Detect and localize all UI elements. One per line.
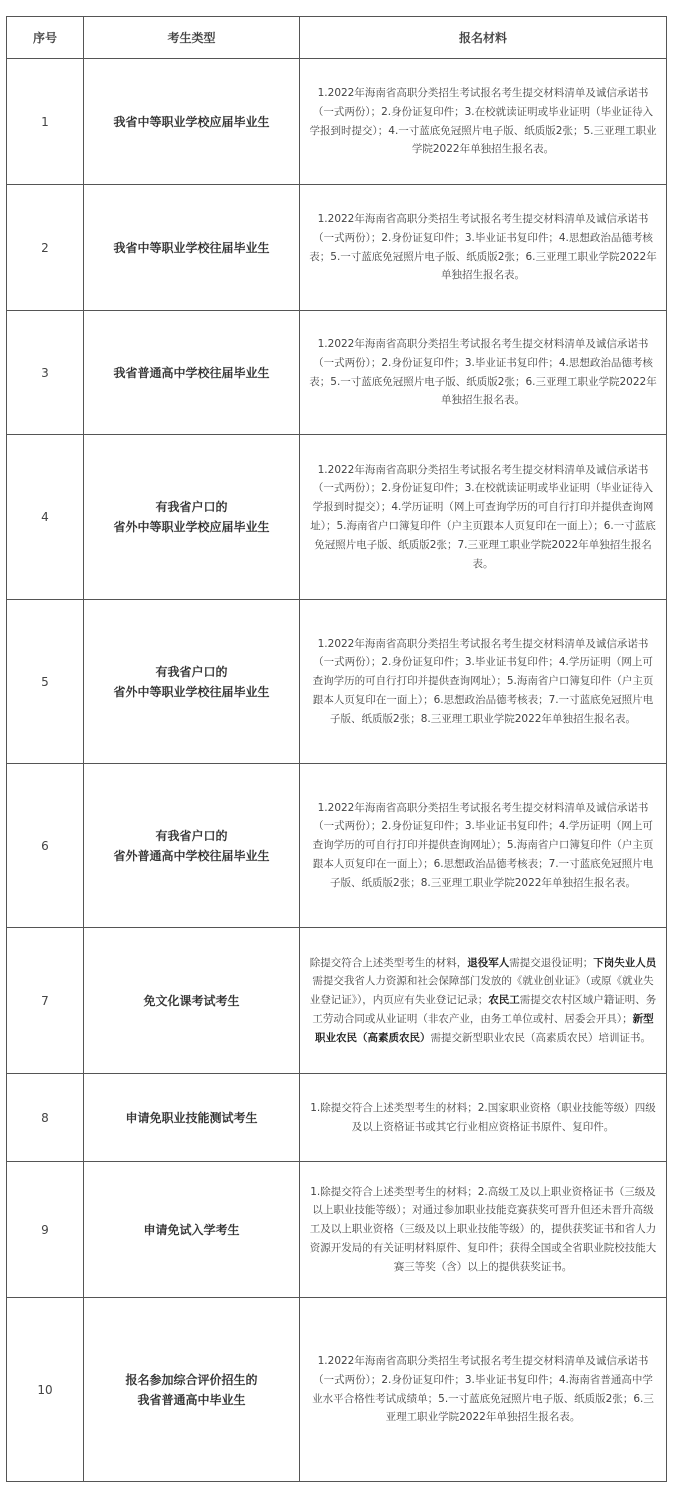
row-materials: 1.2022年海南省高职分类招生考试报名考生提交材料清单及诚信承诺书（一式两份）；2.身份证复印件；3.在校就读证明或毕业证明（毕业证待入学报到时提交）；4.学历证明（网上可查询学历的可自行打印并提供查询网址）；5.海南省户口簿复印件（户主页跟本人页复印在一面上）；6.一寸蓝底免冠照片电子版、纸质版2张；7.三亚理工职业学院2022年单独招生报名表。: [300, 435, 667, 600]
candidate-type-line: 我省普通高中学校往届毕业生: [113, 365, 270, 380]
row-materials: 1.除提交符合上述类型考生的材料；2.高级工及以上职业资格证书（三级及以上职业技能等级）；对通过参加职业技能竞赛获奖可晋升但还未晋升高级工及以上职业资格（三级及以上职业技能等级）的，提供获奖证书和省人力资源开发局的有关证明材料原件、复印件；获得全国或全省职业院校技能大赛三等奖（含）以上的提供获奖证书。: [300, 1162, 667, 1298]
candidate-type-line: 省外中等职业学校应届毕业生: [113, 520, 270, 534]
table-row: [7, 311, 667, 435]
materials-emphasis: 退役军人: [467, 956, 510, 969]
row-materials: 1.2022年海南省高职分类招生考试报名考生提交材料清单及诚信承诺书（一式两份）；2.身份证复印件；3.毕业证书复印件；4.思想政治品德考核表；5.一寸蓝底免冠照片电子版、纸质版2张；6.三亚理工职业学院2022年单独招生报名表。: [300, 311, 667, 435]
table-row: [7, 185, 667, 311]
row-materials: 1.2022年海南省高职分类招生考试报名考生提交材料清单及诚信承诺书（一式两份）；2.身份证复印件；3.毕业证书复印件；4.学历证明（网上可查询学历的可自行打印并提供查询网址）；5.海南省户口簿复印件（户主页跟本人页复印在一面上）；6.思想政治品德考核表；7.一寸蓝底免冠照片电子版、纸质版2张；8.三亚理工职业学院2022年单独招生报名表。: [300, 600, 667, 764]
row-materials: 1.2022年海南省高职分类招生考试报名考生提交材料清单及诚信承诺书（一式两份）；2.身份证复印件；3.毕业证书复印件；4.海南省普通高中学业水平合格性考试成绩单；5.一寸蓝底免冠照片电子版、纸质版2张；6.三亚理工职业学院2022年单独招生报名表。: [300, 1298, 667, 1482]
table-body: [7, 59, 667, 1482]
materials-emphasis: 农民工: [488, 994, 520, 1007]
candidate-type-line: 我省中等职业学校往届毕业生: [113, 240, 270, 255]
candidate-type-line: 免文化课考试考生: [143, 993, 240, 1008]
table-row: [7, 600, 667, 764]
materials-text: 需提交农村区域户籍证明、务工劳动合同或从业证明（非农产业，由务工单位或村、居委会开具）；: [312, 994, 657, 1025]
row-serial-number: 1: [7, 59, 84, 185]
row-serial-number: 2: [7, 185, 84, 311]
row-materials: 1.除提交符合上述类型考生的材料；2.国家职业资格（职业技能等级）四级及以上资格证书或其它行业相应资格证书原件、复印件。: [300, 1074, 667, 1162]
candidate-type-line: 省外普通高中学校往届毕业生: [113, 848, 270, 863]
row-candidate-type: [84, 59, 300, 185]
header-candidate-type: 考生类型: [84, 17, 300, 59]
materials-text: 需提交我省人力资源和社会保障部门发放的《就业创业证》（或原《就业失业登记证》），内页应有失业登记记录；: [309, 975, 654, 1007]
row-candidate-type: [84, 435, 300, 600]
materials-emphasis: 下岗失业人员: [593, 956, 657, 969]
materials-text: 需提交退役证明；: [509, 956, 594, 969]
table-row: [7, 1074, 667, 1162]
row-candidate-type: [84, 1074, 300, 1162]
row-candidate-type: [84, 311, 300, 435]
materials-text: 需提交新型职业农民（高素质农民）培训证书。: [430, 1031, 651, 1044]
row-materials: 1.2022年海南省高职分类招生考试报名考生提交材料清单及诚信承诺书（一式两份）；2.身份证复印件；3.毕业证书复印件；4.学历证明（网上可查询学历的可自行打印并提供查询网址）；5.海南省户口簿复印件（户主页跟本人页复印在一面上）；6.思想政治品德考核表；7.一寸蓝底免冠照片电子版、纸质版2张；8.三亚理工职业学院2022年单独招生报名表。: [300, 764, 667, 928]
header-serial-number: 序号: [7, 17, 84, 59]
candidate-type-line: 我省普通高中毕业生: [137, 1392, 246, 1407]
candidate-type-line: 有我省户口的: [155, 828, 228, 843]
materials-emphasis: 新型职业农民（高素质农民）: [315, 1012, 654, 1044]
row-materials: 1.2022年海南省高职分类招生考试报名考生提交材料清单及诚信承诺书（一式两份）；2.身份证复印件；3.毕业证书复印件；4.思想政治品德考核表；5.一寸蓝底免冠照片电子版、纸质版2张；6.三亚理工职业学院2022年单独招生报名表。: [300, 185, 667, 311]
row-materials: 1.2022年海南省高职分类招生考试报名考生提交材料清单及诚信承诺书（一式两份）；2.身份证复印件；3.在校就读证明或毕业证明（毕业证待入学报到时提交）；4.一寸蓝底免冠照片电子版、纸质版2张；5.三亚理工职业学院2022年单独招生报名表。: [300, 59, 667, 185]
row-serial-number: 8: [7, 1074, 84, 1162]
row-serial-number: 4: [7, 435, 84, 600]
row-serial-number: 9: [7, 1162, 84, 1298]
table-row: [7, 1298, 667, 1482]
table-row: [7, 928, 667, 1074]
candidate-type-line: 省外中等职业学校往届毕业生: [113, 684, 270, 699]
row-serial-number: 7: [7, 928, 84, 1074]
table-row: [7, 59, 667, 185]
row-serial-number: 3: [7, 311, 84, 435]
row-candidate-type: [84, 764, 300, 928]
candidate-type-line: 我省中等职业学校应届毕业生: [113, 114, 270, 129]
table-row: [7, 1162, 667, 1298]
candidate-type-line: 报名参加综合评价招生的: [125, 1372, 258, 1387]
row-candidate-type: [84, 185, 300, 311]
row-candidate-type: [84, 1162, 300, 1298]
candidate-type-line: 有我省户口的: [155, 500, 228, 514]
row-candidate-type: [84, 928, 300, 1074]
header-materials: 报名材料: [300, 17, 667, 59]
candidate-type-line: 申请免试入学考生: [143, 1222, 240, 1237]
candidate-type-line: 有我省户口的: [155, 664, 228, 679]
row-serial-number: 5: [7, 600, 84, 764]
table-header-row: [7, 17, 667, 59]
candidate-type-line: 申请免职业技能测试考生: [125, 1110, 258, 1125]
row-materials: [300, 928, 667, 1074]
row-candidate-type: [84, 600, 300, 764]
row-serial-number: 6: [7, 764, 84, 928]
registration-materials-table: [6, 16, 667, 1482]
row-serial-number: 10: [7, 1298, 84, 1482]
table-row: [7, 764, 667, 928]
materials-text: 除提交符合上述类型考生的材料，: [309, 956, 468, 969]
row-candidate-type: [84, 1298, 300, 1482]
table-row: [7, 435, 667, 600]
